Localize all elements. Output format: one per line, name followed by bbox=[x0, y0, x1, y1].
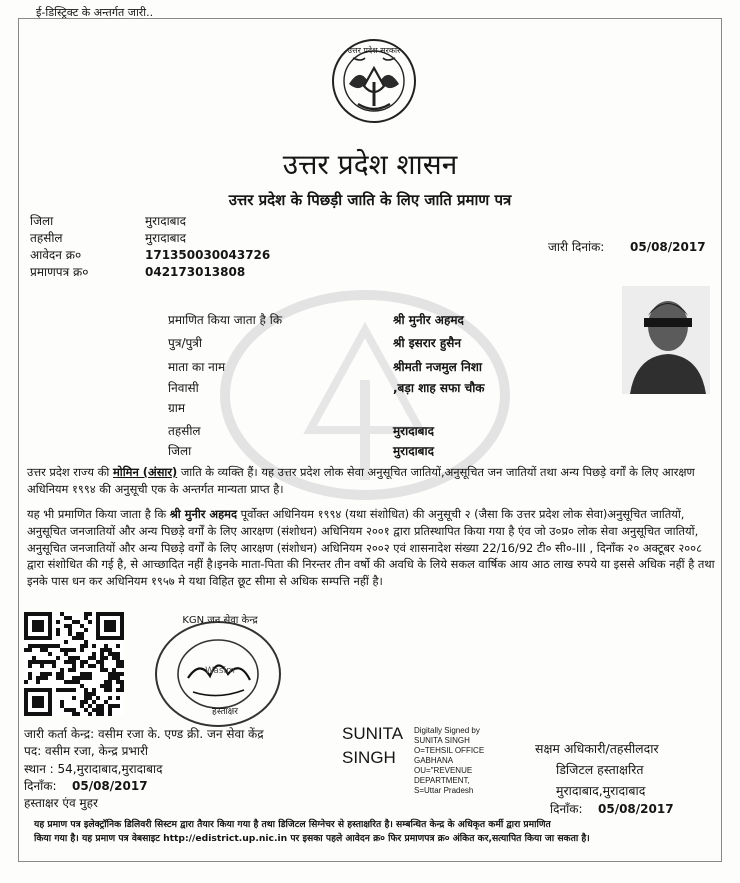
person-district-label: जिला bbox=[168, 444, 192, 458]
top-note: ई-डिस्ट्रिक्ट के अन्तर्गत जारी.. bbox=[36, 6, 154, 19]
sig-line: Digitally Signed by bbox=[414, 726, 480, 735]
authority-sign-type: डिजिटल हस्ताक्षरित bbox=[556, 762, 644, 777]
stamp-lower-text: हस्ताक्षर bbox=[212, 707, 238, 717]
authority-date-value: 05/08/2017 bbox=[598, 802, 674, 816]
applicant-photo bbox=[622, 286, 710, 394]
issuer-post: पद: वसीम रजा, केन्द्र प्रभारी bbox=[24, 744, 148, 758]
person-tehsil-value: मुरादाबाद bbox=[393, 424, 435, 438]
emblem-text: उत्तर प्रदेश सरकार bbox=[347, 46, 401, 55]
issue-date-label: जारी दिनांक: bbox=[548, 240, 605, 254]
father-name-value: श्री इसरार हुसैन bbox=[393, 336, 462, 350]
caste-name: मोमिन (अंसार) bbox=[112, 465, 178, 479]
issuing-center: जारी कर्ता केन्द्र: वसीम रजा के. एण्ड क्री. जन सेवा केंद्र bbox=[24, 727, 264, 741]
authority-title: सक्षम अधिकारी/तहसीलदार bbox=[535, 741, 659, 756]
caste-paragraph bbox=[27, 464, 715, 498]
district-label: जिला bbox=[30, 214, 54, 228]
creamy-paragraph-rest: पूर्वोक्त अधिनियम १९९४ (यथा संशोधित) की अनुसूची २ (जैसा कि उत्तर प्रदेश लोक सेवा)अनुसूचित जातियों, अनुसूचित जनजातियों और अन्य पिछड़े वर्गों के लिए आरक्षण (संशोधन) अधिनियम २००१ द्वारा प्रतिस्थापित किया गया है एंव जो उ०प्र० लोक सेवा अनुसूचित जातियों, अनुसूचित जनजातियों और अन्य पिछड़े वर्गों के लिए आरक्षण (संशोधन) अधिनियम २००२ एवं शासनादेश संख्या 22/16/92 टी० सी०-III , दिनाँक २० अक्टूबर २००८ द्वारा संशोधित की गई है, से आच्छादित नहीं है।इनके माता-पिता की निरन्तर तीन वर्षो की अवधि के लिये सकल वार्षिक आय आठ लाख रुपये या इससे अधिक नहीं है तथा इनके पास धन कर अधिनियम १९५७ मे यथा विहित छूट सीमा से अधिक सम्पत्ति नहीं है। bbox=[27, 507, 715, 589]
tehsil-value: मुरादाबाद bbox=[145, 231, 187, 245]
issue-date-value: 05/08/2017 bbox=[630, 240, 706, 254]
digital-signer-first-name: SUNITA bbox=[342, 724, 404, 743]
mother-name-value: श्रीमती नजमुल निशा bbox=[393, 360, 482, 374]
creamy-layer-paragraph bbox=[27, 506, 715, 590]
digital-signature-details bbox=[414, 726, 484, 796]
sig-line: O=TEHSIL OFFICE bbox=[414, 746, 485, 755]
sig-line: GABHANA bbox=[414, 756, 454, 765]
person-silhouette-icon bbox=[622, 286, 710, 394]
qr-code bbox=[24, 612, 124, 716]
stamp-outer-text: KGN जन सेवा केन्द्र bbox=[182, 615, 258, 626]
parent-label: पुत्र/पुत्री bbox=[168, 336, 203, 350]
issuer-place: स्थान : 54,मुरादाबाद,मुरादाबाद bbox=[24, 762, 163, 776]
sig-line: DEPARTMENT, bbox=[414, 776, 470, 785]
issuer-date-label: दिनाँक: bbox=[24, 779, 57, 793]
authority-date-label: दिनाँक: bbox=[550, 802, 583, 816]
sig-line: OU="REVENUE bbox=[414, 766, 473, 775]
subtitle: उत्तर प्रदेश के पिछड़ी जाति के लिए जाति प्रमाण पत्र bbox=[228, 191, 512, 209]
application-number-label: आवेदन क्र० bbox=[30, 248, 82, 262]
certified-label: प्रमाणित किया जाता है कि bbox=[168, 313, 283, 327]
applicant-name-value: श्री मुनीर अहमद bbox=[393, 313, 464, 327]
digital-signer-last-name: SINGH bbox=[342, 748, 396, 767]
footer-line-2: किया गया है। यह प्रमाण पत्र वेबसाइट http://edistrict.up.nic.in पर इसका पहले आवेदन क्र० फिर प्रमाणपत्र क्र० अंकित कर,सत्यापित किया जा सकता है। bbox=[34, 833, 590, 844]
sig-line: SUNITA SINGH bbox=[414, 736, 470, 745]
caste-paragraph-rest: जाति के व्यक्ति हैं। यह उत्तर प्रदेश लोक सेवा अनुसूचित जातियों,अनुसूचित जन जातियों तथा अन्य पिछड़े वर्गों के लिए आरक्षण अधिनियम १९९४ की अनुसूची एक के अन्तर्गत मान्यता प्राप्त है। bbox=[27, 465, 695, 496]
residence-label: निवासी bbox=[168, 381, 199, 395]
person-tehsil-label: तहसील bbox=[168, 424, 201, 438]
sig-line: S=Uttar Pradesh bbox=[414, 786, 474, 795]
signature-and-seal-label: हस्ताक्षर एंव मुहर bbox=[24, 796, 98, 810]
village-label: ग्राम bbox=[168, 401, 186, 415]
application-number-value: 171350030043726 bbox=[145, 248, 271, 262]
authority-place: मुरादाबाद,मुरादाबाद bbox=[556, 783, 646, 798]
certificate-number-value: 042173013808 bbox=[145, 265, 246, 279]
mother-label: माता का नाम bbox=[168, 360, 226, 374]
certificate-number-label: प्रमाणपत्र क्र० bbox=[30, 265, 89, 279]
footer-note bbox=[34, 818, 724, 846]
creamy-paragraph-start: यह भी प्रमाणित किया जाता है कि bbox=[27, 507, 170, 521]
creamy-paragraph-name: श्री मुनीर अहमद bbox=[169, 507, 238, 521]
residence-value: ,बड़ा शाह सफा चौक bbox=[393, 381, 485, 395]
footer-line-1: यह प्रमाण पत्र इलेक्ट्रॉनिक डिलिवरी सिस्टम द्वारा तैयार किया गया है तथा डिजिटल सिग्नेचर से हस्ताक्षरित है। सम्बन्धित केन्द्र के अधिकृत कर्मी द्वारा प्रमाणित bbox=[34, 819, 551, 830]
caste-paragraph-start: उत्तर प्रदेश राज्य की bbox=[27, 465, 113, 479]
issuer-date-value: 05/08/2017 bbox=[72, 779, 148, 793]
tehsil-label: तहसील bbox=[30, 231, 63, 245]
title: उत्तर प्रदेश शासन bbox=[282, 148, 458, 181]
person-district-value: मुरादाबाद bbox=[393, 444, 435, 458]
district-value: मुरादाबाद bbox=[145, 214, 187, 228]
stamp-inner-text: Wasim bbox=[205, 666, 235, 676]
